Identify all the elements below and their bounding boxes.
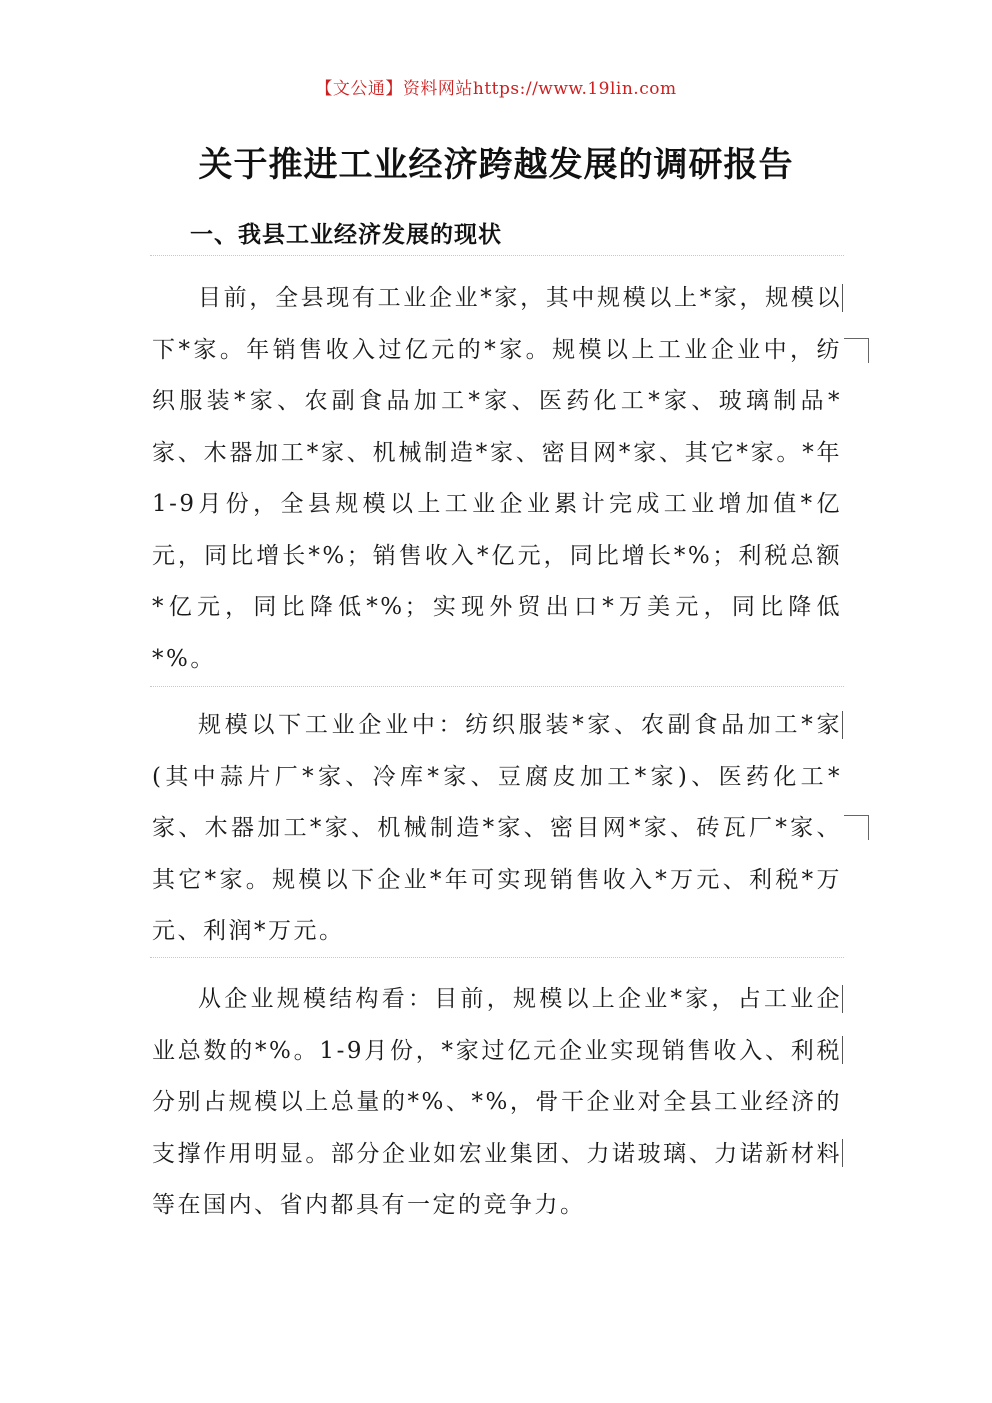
site-banner[interactable]: 【文公通】资料网站https://www.19lin.com [315, 79, 677, 99]
margin-corner-mark [844, 338, 869, 363]
paragraph-divider [150, 957, 844, 958]
document-title: 关于推进工业经济跨越发展的调研报告 [198, 145, 794, 185]
paragraph-3: 从企业规模结构看：目前，规模以上企业*家，占工业企业总数的*%。1-9月份，*家过亿元企业实现销售收入、利税分别占规模以上总量的*%、*%，骨干企业对全县工业经济的支撑作用明显。部分企业如宏业集团、力诺玻璃、力诺新材料等在国内、省内都具有一定的竞争力。 [152, 986, 842, 1218]
margin-mark [842, 1139, 843, 1167]
margin-corner-mark [844, 815, 869, 840]
paragraph-divider [150, 686, 844, 687]
paragraph-2: 规模以下工业企业中：纺织服装*家、农副食品加工*家(其中蒜片厂*家、冷库*家、豆腐皮加工*家)、医药化工*家、木器加工*家、机械制造*家、密目网*家、砖瓦厂*家、其它*家。规模以下企业*年可实现销售收入*万元、利税*万元、利润*万元。 [152, 712, 842, 944]
section-heading: 一、我县工业经济发展的现状 [190, 221, 502, 248]
margin-mark [842, 711, 843, 739]
paragraph-divider [150, 255, 844, 256]
margin-mark [842, 284, 843, 312]
margin-mark [842, 1036, 843, 1064]
paragraph-1: 目前，全县现有工业企业*家，其中规模以上*家，规模以下*家。年销售收入过亿元的*家。规模以上工业企业中，纺织服装*家、农副食品加工*家、医药化工*家、玻璃制品*家、木器加工*家、机械制造*家、密目网*家、其它*家。*年1-9月份，全县规模以上工业企业累计完成工业增加值*亿元，同比增长*%；销售收入*亿元，同比增长*%；利税总额*亿元，同比降低*%；实现外贸出口*万美元，同比降低*%。 [152, 285, 842, 672]
margin-mark [842, 985, 843, 1013]
